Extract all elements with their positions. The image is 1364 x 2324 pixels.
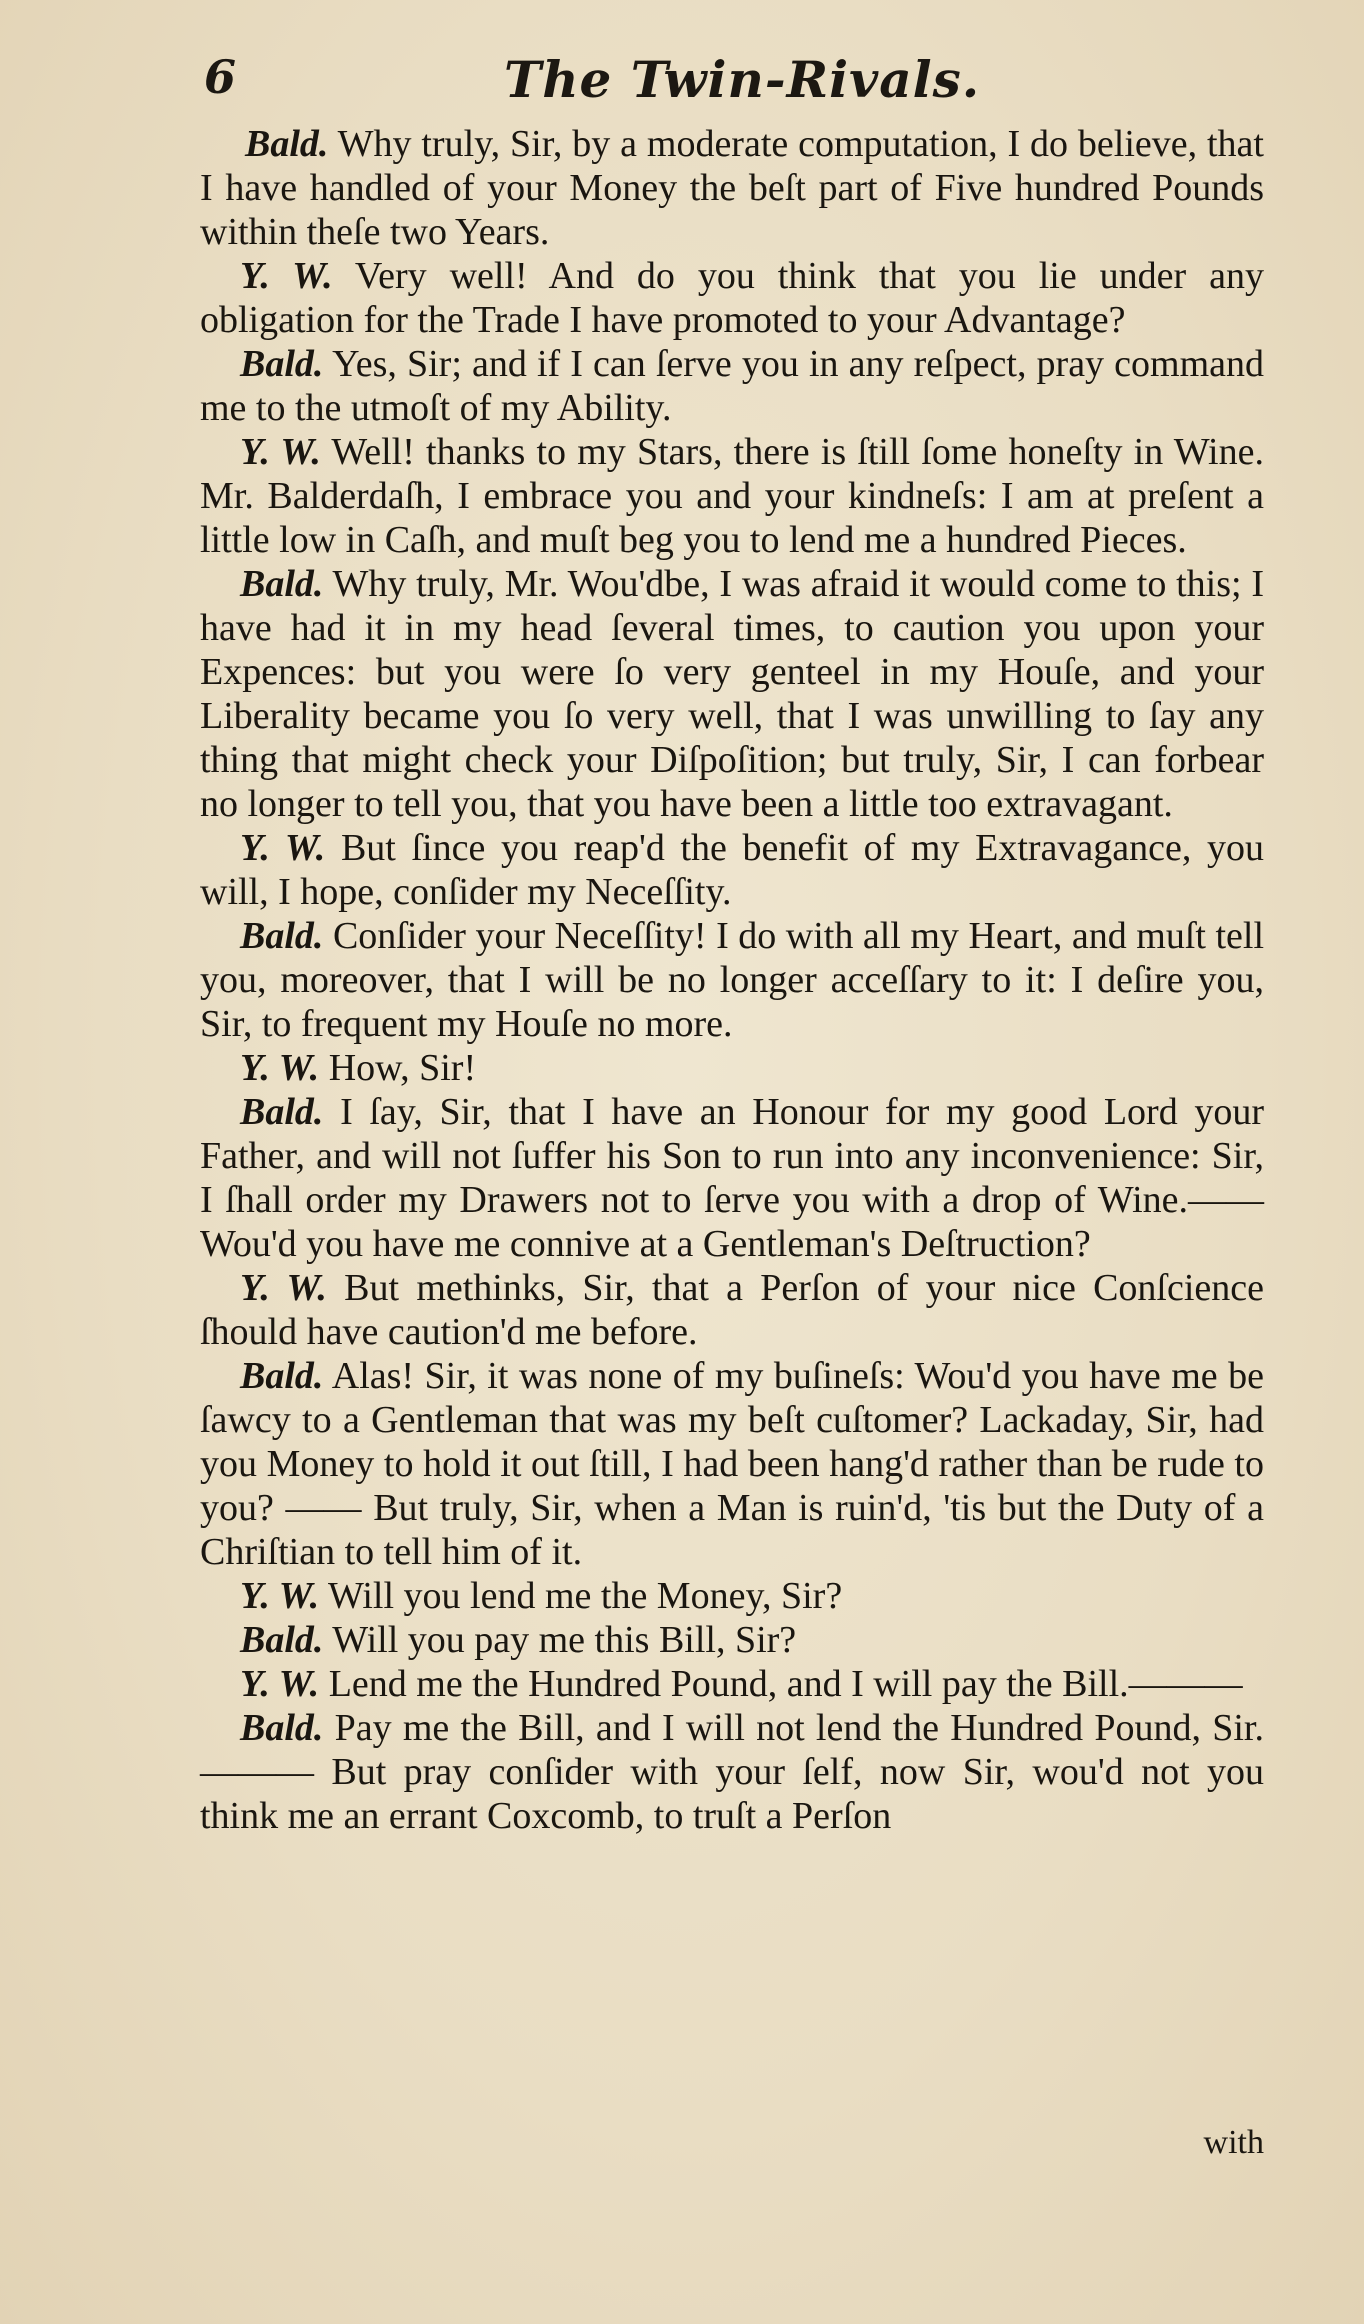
speech-text: Will you pay me this Bill, Sir? bbox=[332, 1619, 797, 1661]
dialogue-paragraph bbox=[200, 430, 1264, 562]
speaker-name: Bald. bbox=[240, 563, 324, 605]
speaker-name: Y. W. bbox=[240, 255, 333, 297]
speaker-name: Bald. bbox=[240, 1355, 324, 1397]
body-text bbox=[200, 122, 1264, 1838]
dialogue-paragraph bbox=[200, 914, 1264, 1046]
speech-text: Alas! Sir, it was none of my buſineſs: Wou'd you have me be ſawcy to a Gentleman that was my beſt cuſtomer? Lackaday, Sir, had you Money to hold it out ſtill, I had been hang'd rather than be rude to you? —— But truly, Sir, when a Man is ruin'd, 'tis but the Duty of a Chriſtian to tell him of it. bbox=[200, 1355, 1264, 1573]
speaker-name: Bald. bbox=[240, 1619, 324, 1661]
dialogue-paragraph bbox=[200, 1266, 1264, 1354]
speech-text: Well! thanks to my Stars, there is ſtill ſome honeſty in Wine. Mr. Balderdaſh, I embrace you and your kindneſs: I am at preſent a little low in Caſh, and muſt beg you to lend me a hundred Pieces. bbox=[200, 431, 1264, 561]
speaker-name: Y. W. bbox=[240, 431, 321, 473]
dialogue-paragraph bbox=[200, 1574, 1264, 1618]
speaker-name: Bald. bbox=[245, 123, 329, 165]
speaker-name: Bald. bbox=[240, 1091, 324, 1133]
speech-text: Very well! And do you think that you lie under any obligation for the Trade I have promoted to your Advantage? bbox=[200, 255, 1264, 341]
speech-text: I ſay, Sir, that I have an Honour for my good Lord your Father, and will not ſuffer his Son to run into any inconvenience: Sir, I ſhall order my Drawers not to ſerve you with a drop of Wine.—— Wou'd you have me connive at a Gentleman's Deſtruction? bbox=[200, 1091, 1265, 1265]
speech-text: Will you lend me the Money, Sir? bbox=[328, 1575, 843, 1617]
dialogue-paragraph bbox=[200, 562, 1264, 826]
speech-text: Conſider your Neceſſity! I do with all my Heart, and muſt tell you, moreover, that I will be no longer acceſſary to it: I deſire you, Sir, to frequent my Houſe no more. bbox=[200, 915, 1265, 1045]
speech-text: Pay me the Bill, and I will not lend the Hundred Pound, Sir.——— But pray conſider with your ſelf, now Sir, wou'd not you think me an errant Coxcomb, to truſt a Perſon bbox=[200, 1707, 1264, 1837]
speaker-name: Bald. bbox=[240, 1707, 324, 1749]
running-title: The Twin-Rivals. bbox=[504, 50, 981, 109]
speech-text: But methinks, Sir, that a Perſon of your nice Conſcience ſhould have caution'd me before. bbox=[200, 1267, 1264, 1353]
dialogue-paragraph bbox=[200, 1046, 1264, 1090]
page-header bbox=[204, 50, 1204, 130]
dialogue-paragraph bbox=[200, 1662, 1264, 1706]
catchword: with bbox=[1203, 2124, 1264, 2161]
dialogue-paragraph bbox=[200, 1706, 1264, 1838]
speech-text: Yes, Sir; and if I can ſerve you in any reſpect, pray command me to the utmoſt of my Ability. bbox=[200, 343, 1264, 429]
speaker-name: Y. W. bbox=[240, 1575, 320, 1617]
speaker-name: Y. W. bbox=[240, 1267, 327, 1309]
dialogue-paragraph bbox=[200, 122, 1264, 254]
speech-text: Lend me the Hundred Pound, and I will pay the Bill.——— bbox=[328, 1663, 1243, 1705]
speech-text: Why truly, Sir, by a moderate computation, I do believe, that I have handled of your Money the beſt part of Five hundred Pounds within theſe two Years. bbox=[200, 123, 1264, 253]
dialogue-paragraph bbox=[200, 1090, 1264, 1266]
speaker-name: Y. W. bbox=[240, 1663, 320, 1705]
speech-text: How, Sir! bbox=[328, 1047, 477, 1089]
dialogue-paragraph bbox=[200, 1354, 1264, 1574]
speaker-name: Y. W. bbox=[240, 827, 326, 869]
dialogue-paragraph bbox=[200, 342, 1264, 430]
dialogue-paragraph bbox=[200, 254, 1264, 342]
speaker-name: Bald. bbox=[240, 343, 324, 385]
speech-text: But ſince you reap'd the benefit of my Extravagance, you will, I hope, conſider my Neceſſity. bbox=[200, 827, 1264, 913]
dialogue-paragraph bbox=[200, 826, 1264, 914]
page-number: 6 bbox=[204, 50, 237, 104]
dialogue-paragraph bbox=[200, 1618, 1264, 1662]
speaker-name: Y. W. bbox=[240, 1047, 320, 1089]
speaker-name: Bald. bbox=[240, 915, 324, 957]
speech-text: Why truly, Mr. Wou'dbe, I was afraid it would come to this; I have had it in my head ſeveral times, to caution you upon your Expences: but you were ſo very genteel in my Houſe, and your Liberality became you ſo very well, that I was unwilling to ſay any thing that might check your Diſpoſition; but truly, Sir, I can forbear no longer to tell you, that you have been a little too extravagant. bbox=[200, 563, 1264, 825]
